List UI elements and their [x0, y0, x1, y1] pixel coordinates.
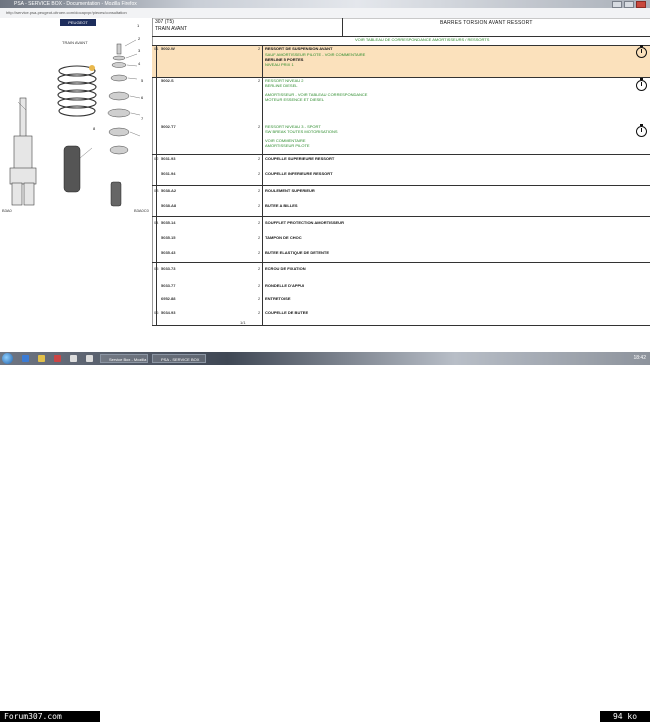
- diagram-brand-header: PEUGEOT: [60, 19, 96, 26]
- row-quantity: 2: [258, 203, 261, 208]
- system-clock[interactable]: 18:42: [633, 355, 646, 361]
- part-description: AMORTISSEUR - VOIR TABLEAU CORRESPONDANCE: [265, 92, 368, 97]
- top-mount-drawing: [108, 44, 130, 154]
- part-reference[interactable]: 5033.77: [161, 283, 176, 288]
- row-quantity: 2: [258, 283, 261, 288]
- strut-drawing: [10, 98, 36, 205]
- labour-time-icon[interactable]: [636, 80, 647, 91]
- row-quantity: 2: [258, 171, 261, 176]
- correspondence-link[interactable]: VOIR TABLEAU DE CORRESPONDANCE AMORTISSEURS / RESSORTS: [355, 37, 490, 42]
- page-title: BARRES TORSION AVANT RESSORT: [440, 20, 533, 26]
- part-description: SW BREAK TOUTES MOTORISATIONS: [265, 129, 338, 134]
- part-description: BUTEE ELASTIQUE DE DETENTE: [265, 250, 330, 255]
- part-description: COUPELLE INFERIEURE RESSORT: [265, 171, 333, 176]
- row-quantity: 2: [258, 310, 261, 315]
- part-description: ENTRETOISE: [265, 296, 291, 301]
- part-reference[interactable]: 5031.94: [161, 171, 176, 176]
- part-description: NIVEAU PRIX 1: [265, 62, 294, 67]
- row-index: 05: [154, 266, 159, 271]
- row-quantity: 2: [258, 266, 261, 271]
- taskbar-task[interactable]: Service Box - Mozilla: [100, 354, 148, 363]
- part-description: RESSORT NIVEAU 2: [265, 78, 304, 83]
- group-bearing: [152, 185, 650, 217]
- row-quantity: 2: [258, 188, 261, 193]
- part-reference[interactable]: 6952.88: [161, 296, 176, 301]
- ie-icon[interactable]: [22, 355, 29, 362]
- page-marker: 1/1: [240, 320, 246, 325]
- start-button[interactable]: [2, 353, 13, 364]
- row-quantity: 2: [258, 78, 261, 83]
- table-header-row: [152, 18, 650, 37]
- part-description: AMORTISSEUR PILOTE: [265, 143, 310, 148]
- vehicle-model: 307 (T5): [155, 19, 174, 25]
- callout-7[interactable]: 7: [141, 116, 144, 121]
- part-description: SOUFFLET PROTECTION AMORTISSEUR: [265, 220, 344, 225]
- part-reference[interactable]: 5002.W: [161, 46, 175, 51]
- callout-5[interactable]: 5: [141, 78, 144, 83]
- boot-drawing: [64, 146, 80, 192]
- callout-2[interactable]: 2: [138, 36, 141, 41]
- part-reference[interactable]: 5031.93: [161, 156, 176, 161]
- group-cups: [152, 154, 650, 186]
- url-text[interactable]: http://service.psa-peugeot-citroen.com/docapvpr/pieces/consultation: [6, 10, 127, 15]
- column-divider-1: [156, 45, 157, 325]
- callout-8[interactable]: 8: [93, 126, 96, 131]
- callout-6[interactable]: 6: [141, 95, 144, 100]
- part-reference[interactable]: 5038.A8: [161, 203, 177, 208]
- diagram-code-left: B3A0: [2, 208, 12, 213]
- part-reference[interactable]: 5035.15: [161, 235, 176, 240]
- part-reference[interactable]: 5038.A2: [161, 188, 177, 193]
- part-description: VOIR COMMENTAIRE: [265, 138, 306, 143]
- row-quantity: 2: [258, 250, 261, 255]
- diagram-caption: TRAIN AVANT: [62, 40, 88, 45]
- taskbar-task[interactable]: PSA - SERVICE BOX: [152, 354, 206, 363]
- app-icon[interactable]: [86, 355, 93, 362]
- group-spring: [152, 45, 650, 78]
- taskbar: [0, 352, 650, 365]
- bump-stop-drawing: [111, 182, 121, 206]
- row-quantity: 2: [258, 124, 261, 129]
- part-description: TAMPON DE CHOC: [265, 235, 302, 240]
- row-index: 03: [154, 188, 159, 193]
- callout-4[interactable]: 4: [138, 61, 141, 66]
- group-spring-levels: [152, 77, 650, 155]
- close-button[interactable]: [636, 1, 646, 8]
- file-size: 94 ko: [600, 711, 650, 722]
- part-reference[interactable]: 5035.43: [161, 250, 176, 255]
- suspension-diagram: [0, 18, 152, 326]
- part-reference[interactable]: 5035.14: [161, 220, 176, 225]
- part-description: BERLINE DIESEL: [265, 83, 298, 88]
- part-reference[interactable]: 5002.T7: [161, 124, 176, 129]
- part-description: ECROU DE FIXATION: [265, 266, 306, 271]
- part-description: BUTEE A BILLES: [265, 203, 298, 208]
- labour-time-icon[interactable]: [636, 47, 647, 58]
- part-description: RESSORT NIVEAU 3 - SPORT: [265, 124, 321, 129]
- diagram-code-right: B3A0C0: [134, 208, 149, 213]
- row-index: 02: [154, 156, 159, 161]
- media-icon[interactable]: [54, 355, 61, 362]
- maximize-button[interactable]: [624, 1, 634, 8]
- part-reference[interactable]: 5033.73: [161, 266, 176, 271]
- callout-3[interactable]: 3: [138, 48, 141, 53]
- column-divider-2: [262, 45, 263, 325]
- part-description: MOTEUR ESSENCE ET DIESEL: [265, 97, 325, 102]
- group-fixing: [152, 262, 650, 326]
- window-title: PSA - SERVICE BOX - Documentation - Mozilla Firefox: [14, 1, 137, 7]
- spring-drawing: [58, 66, 96, 116]
- section-name: TRAIN AVANT: [155, 26, 188, 32]
- part-description: COUPELLE DE BUTEE: [265, 310, 309, 315]
- group-boot: [152, 216, 650, 263]
- part-description: BERLINE 5 PORTES: [265, 57, 304, 62]
- part-description: COUPELLE SUPERIEURE RESSORT: [265, 156, 335, 161]
- part-description: SAUF AMORTISSEUR PILOTE - VOIR COMMENTAIRE: [265, 52, 366, 57]
- part-description: ROULEMENT SUPERIEUR: [265, 188, 315, 193]
- window-titlebar: [0, 0, 650, 8]
- row-quantity: 2: [258, 296, 261, 301]
- row-index: 04: [154, 220, 159, 225]
- part-description: RONDELLE D'APPUI: [265, 283, 305, 288]
- folder-icon[interactable]: [38, 355, 45, 362]
- row-quantity: 2: [258, 46, 261, 51]
- header-divider: [342, 18, 343, 36]
- row-quantity: 2: [258, 220, 261, 225]
- diagram-pane: [0, 18, 153, 326]
- labour-time-icon[interactable]: [636, 126, 647, 137]
- row-index: 01: [154, 46, 159, 51]
- part-description: RESSORT DE SUSPENSION AVANT: [265, 46, 333, 51]
- highlight-marker: [89, 65, 95, 71]
- part-reference[interactable]: 5002.S: [161, 78, 174, 83]
- callout-1[interactable]: 1: [137, 23, 140, 28]
- minimize-button[interactable]: [612, 1, 622, 8]
- app-icon[interactable]: [70, 355, 77, 362]
- part-reference[interactable]: 5034.93: [161, 310, 176, 315]
- row-quantity: 2: [258, 235, 261, 240]
- row-quantity: 2: [258, 156, 261, 161]
- row-index: 06: [154, 310, 159, 315]
- site-watermark: Forum307.com: [0, 711, 100, 722]
- window-controls: [612, 1, 646, 8]
